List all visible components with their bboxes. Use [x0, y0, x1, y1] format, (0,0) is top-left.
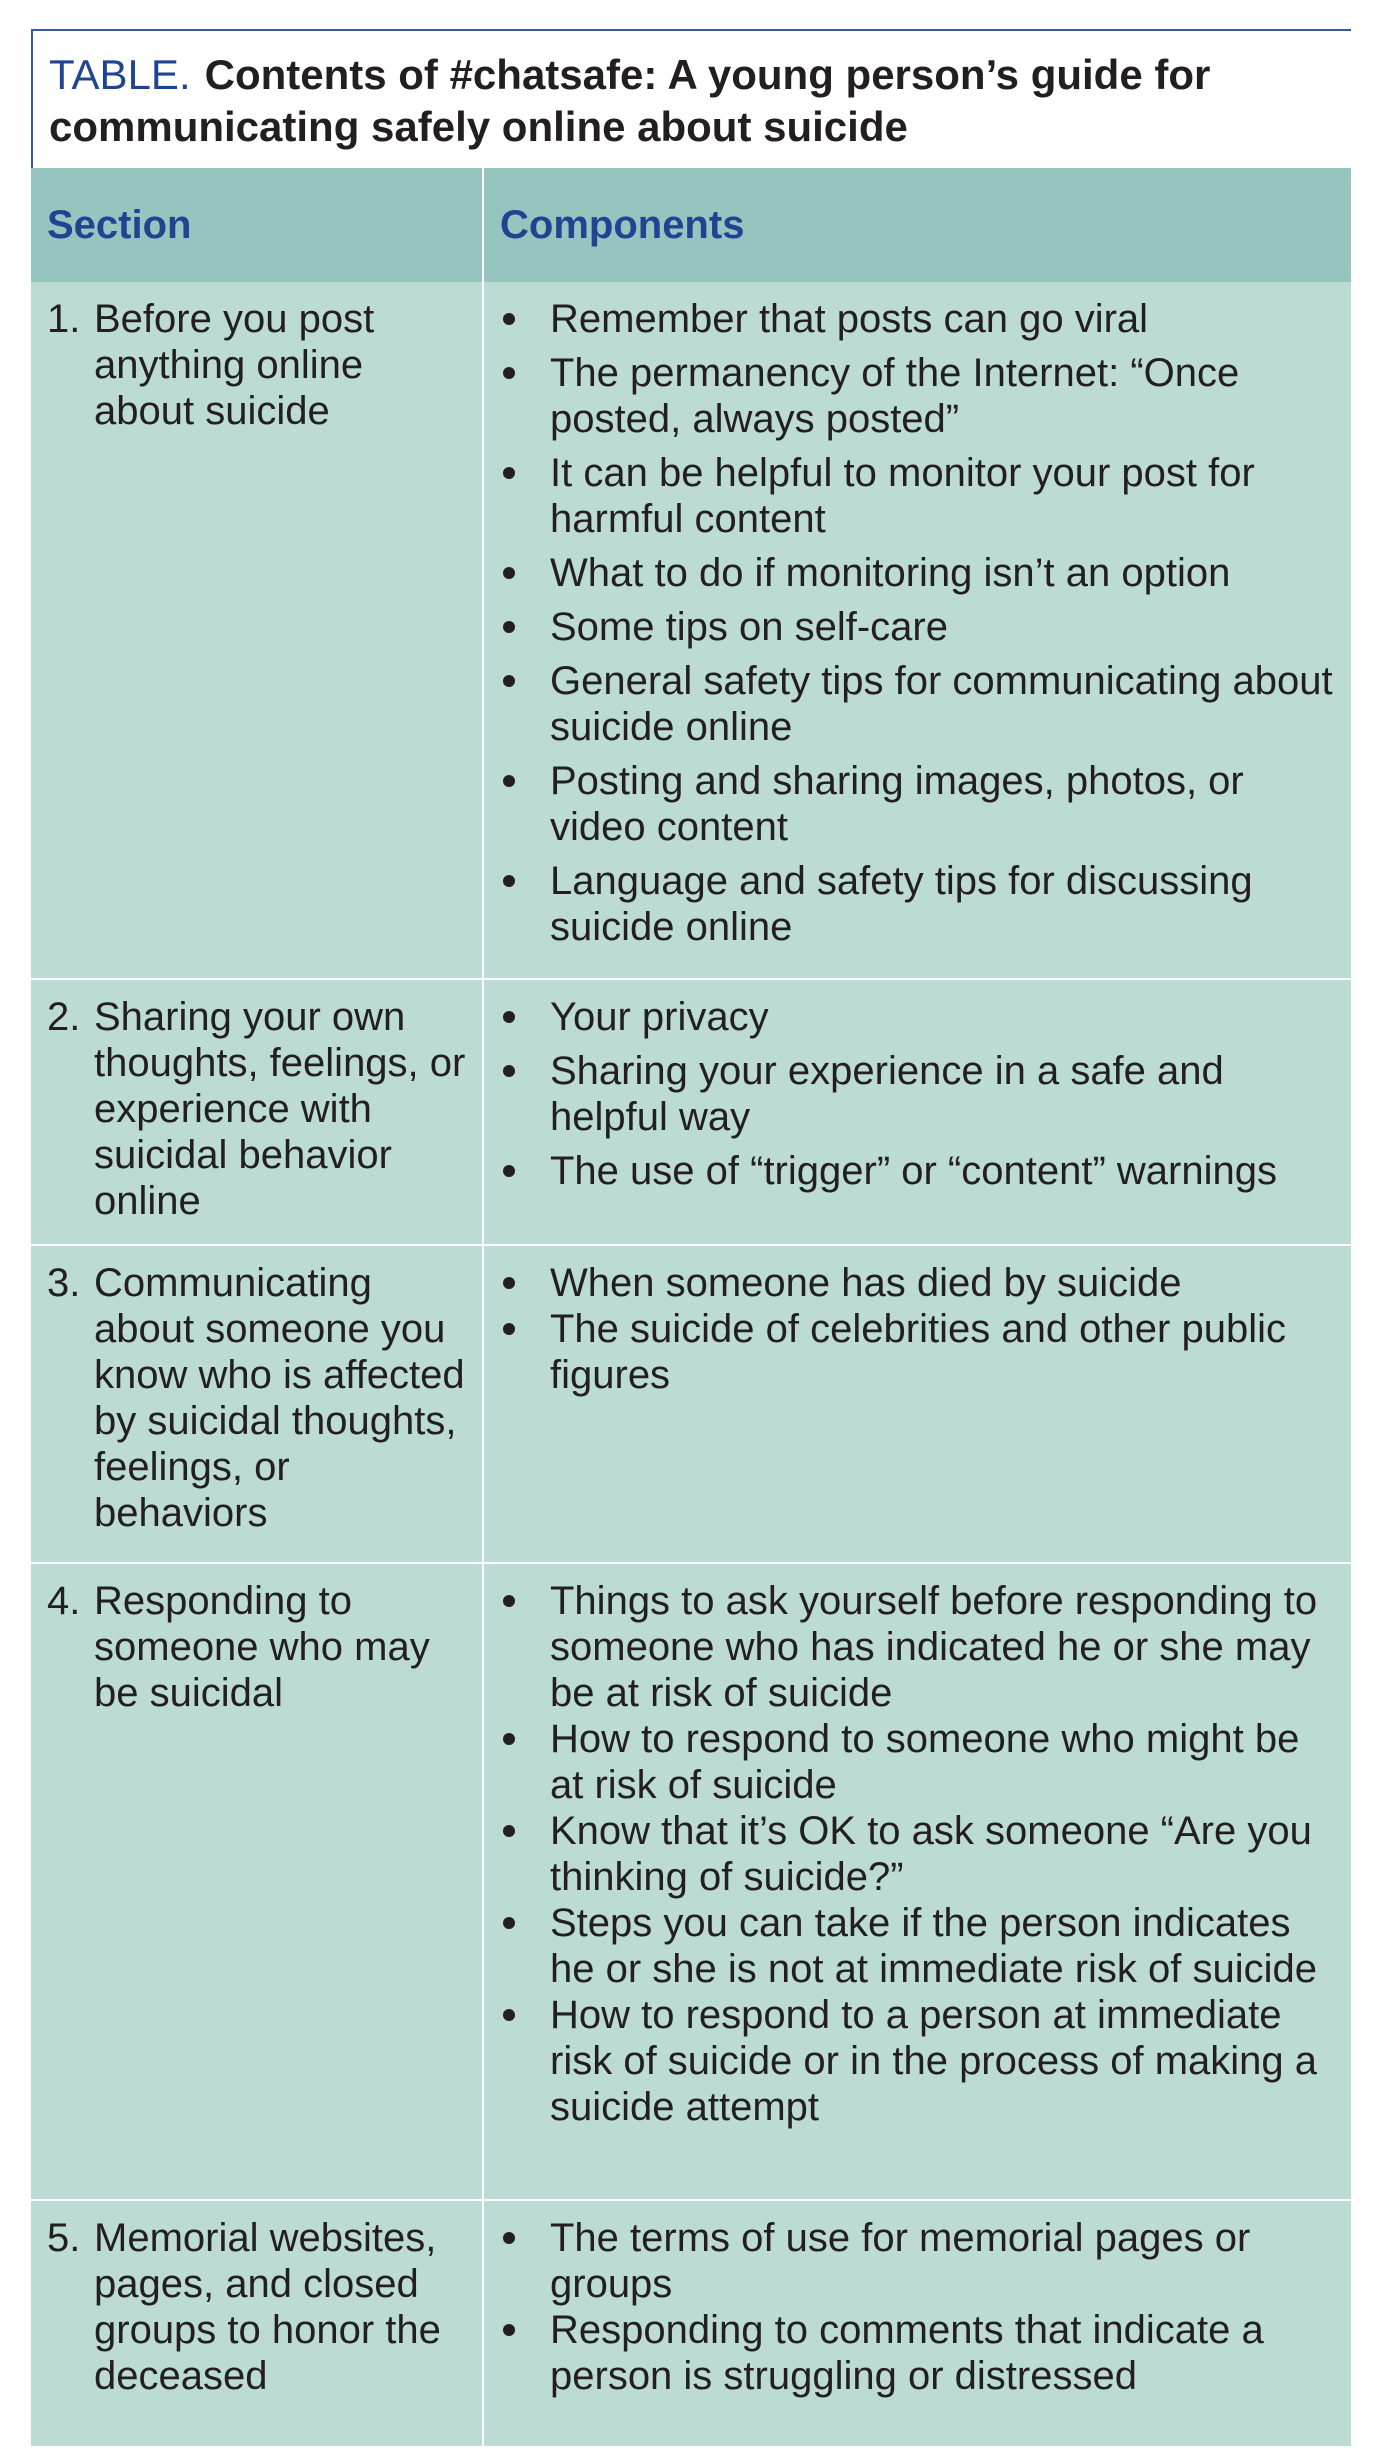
section-number: 5.: [47, 2216, 81, 2260]
component-item: Things to ask yourself before responding to someone who has indicated he or she may be at risk of suicide: [500, 1578, 1335, 1716]
section-number: 2.: [47, 995, 81, 1039]
component-item: The terms of use for memorial pages or groups: [500, 2215, 1335, 2307]
section-title: Communicating about someone you know who is affected by suicidal thoughts, feelings, or behaviors: [94, 1261, 465, 1535]
component-item: What to do if monitoring isn’t an option: [500, 550, 1335, 596]
component-item: General safety tips for communicating about suicide online: [500, 658, 1335, 750]
section-title: Memorial websites, pages, and closed groups to honor the deceased: [94, 2216, 441, 2398]
component-item: Remember that posts can go viral: [500, 296, 1335, 342]
header-section: Section: [31, 168, 483, 282]
component-item: How to respond to someone who might be at risk of suicide: [500, 1716, 1335, 1808]
table-label: TABLE.: [49, 51, 191, 98]
table-title-text: Contents of #chatsafe: A young person’s guide for communicating safely online about suicide: [49, 51, 1211, 150]
section-title: Sharing your own thoughts, feelings, or experience with suicidal behavior online: [94, 995, 466, 1223]
component-item: It can be helpful to monitor your post for harmful content: [500, 450, 1335, 542]
section-number: 1.: [47, 297, 81, 341]
components-cell: [483, 1563, 1351, 2200]
section-cell: [31, 979, 483, 1245]
section-cell: [31, 282, 483, 979]
components-cell: [483, 2200, 1351, 2446]
section-cell: [31, 2200, 483, 2446]
component-item: How to respond to a person at immediate risk of suicide or in the process of making a suicide attempt: [500, 1992, 1335, 2130]
component-item: Language and safety tips for discussing suicide online: [500, 858, 1335, 950]
component-item: The suicide of celebrities and other public figures: [500, 1306, 1335, 1398]
table-figure: [31, 29, 1351, 2446]
section-number: 3.: [47, 1261, 81, 1305]
components-cell: [483, 282, 1351, 979]
table-row: [31, 1245, 1351, 1563]
section-title: Responding to someone who may be suicidal: [94, 1579, 430, 1715]
section-cell: [31, 1245, 483, 1563]
component-item: Sharing your experience in a safe and helpful way: [500, 1048, 1335, 1140]
table-row: [31, 979, 1351, 1245]
section-title: Before you post anything online about suicide: [94, 297, 375, 433]
component-item: Some tips on self-care: [500, 604, 1335, 650]
component-item: Posting and sharing images, photos, or video content: [500, 758, 1335, 850]
table-row: [31, 282, 1351, 979]
component-item: Know that it’s OK to ask someone “Are you thinking of suicide?”: [500, 1808, 1335, 1900]
component-item: The use of “trigger” or “content” warnings: [500, 1148, 1335, 1194]
component-item: Steps you can take if the person indicates he or she is not at immediate risk of suicide: [500, 1900, 1335, 1992]
table-row: [31, 2200, 1351, 2446]
component-item: Your privacy: [500, 994, 1335, 1040]
section-cell: [31, 1563, 483, 2200]
section-number: 4.: [47, 1579, 81, 1623]
contents-table: [31, 168, 1351, 2446]
component-item: The permanency of the Internet: “Once posted, always posted”: [500, 350, 1335, 442]
header-row: [31, 168, 1351, 282]
table-row: [31, 1563, 1351, 2200]
header-components: Components: [483, 168, 1351, 282]
component-item: When someone has died by suicide: [500, 1260, 1335, 1306]
table-caption: [31, 29, 1351, 168]
components-cell: [483, 979, 1351, 1245]
table-title: [49, 49, 1351, 153]
components-cell: [483, 1245, 1351, 1563]
component-item: Responding to comments that indicate a person is struggling or distressed: [500, 2307, 1335, 2399]
